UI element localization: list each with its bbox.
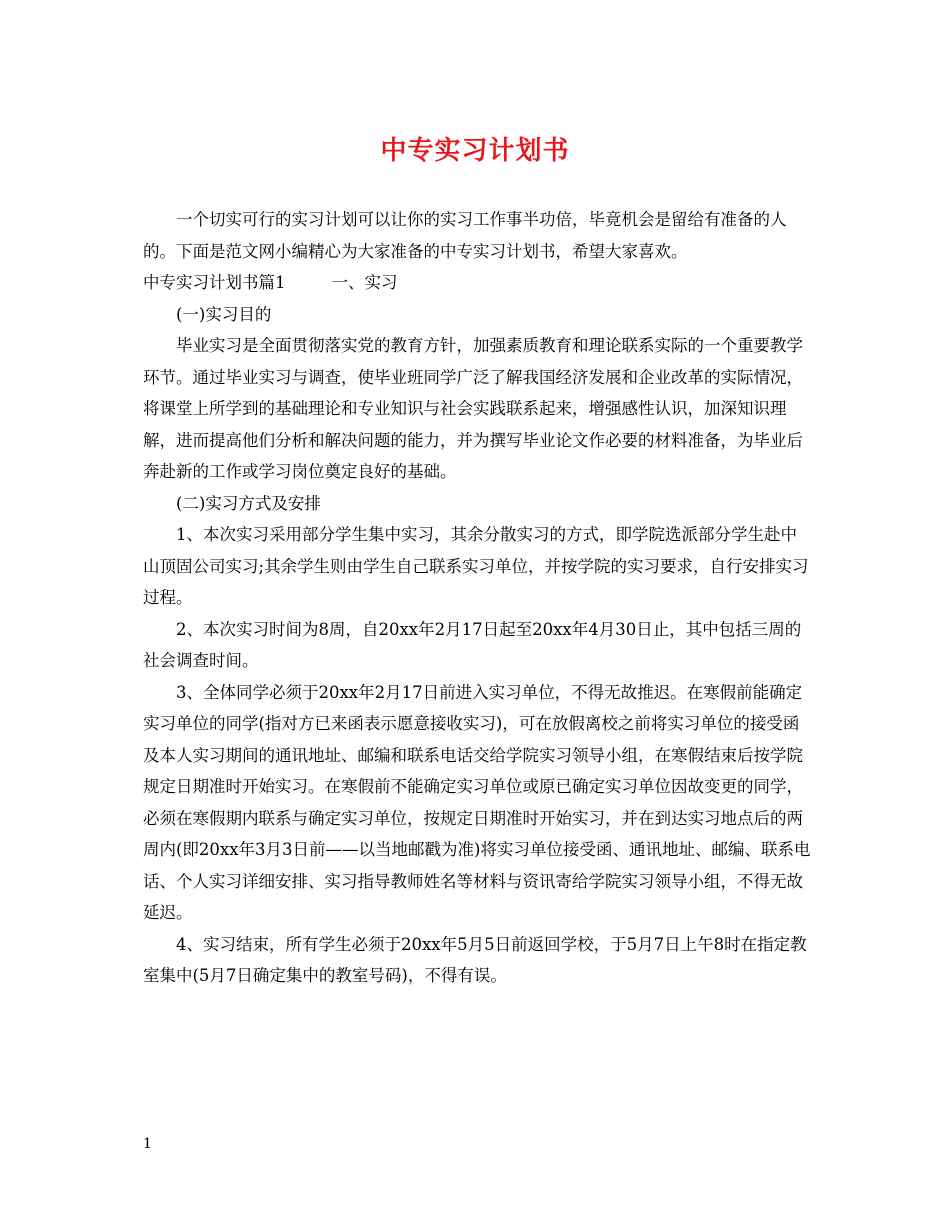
- section-heading-practice: 一、实习: [331, 273, 398, 292]
- purpose-paragraph: 毕业实习是全面贯彻落实党的教育方针，加强素质教育和理论联系实际的一个重要教学环节。通过毕业实习与调查，使毕业班同学广泛了解我国经济发展和企业改革的实际情况，将课堂上所学到的基础理论和专业知识与社会实践联系起来，增强感性认识，加深知识理解，进而提高他们分析和解决问题的能力，并为撰写毕业论文作必要的材料准备，为毕业后奔赴新的工作或学习岗位奠定良好的基础。: [143, 336, 803, 481]
- subsection-heading-arrangement: (二)实习方式及安排: [176, 493, 321, 513]
- page-number: 1: [143, 1136, 152, 1152]
- arrangement-item-2: 2、本次实习时间为8周，自20xx年2月17日起至20xx年4月30日止，其中包括三周的社会调查时间。: [143, 619, 802, 670]
- subsection-heading-purpose: (一)实习目的: [176, 304, 272, 324]
- document-body: [143, 204, 811, 992]
- arrangement-item-3: 3、全体同学必须于20xx年2月17日前进入实习单位，不得无故推迟。在寒假前能确定实习单位的同学(指对方已来函表示愿意接收实习)，可在放假离校之前将实习单位的接受函及本人实习期间的通讯地址、邮编和联系电话交给学院实习领导小组，在寒假结束后按学院规定日期准时开始实习。在寒假前不能确定实习单位或原已确定实习单位因故变更的同学，必须在寒假期内联系与确定实习单位，按规定日期准时开始实习，并在到达实习地点后的两周内(即20xx年3月3日前——以当地邮戳为准)将实习单位接受函、通讯地址、邮编、联系电话、个人实习详细安排、实习指导教师姓名等材料与资讯寄给学院实习领导小组，不得无故延迟。: [143, 682, 811, 922]
- arrangement-item-4: 4、实习结束，所有学生必须于20xx年5月5日前返回学校，于5月7日上午8时在指定教室集中(5月7日确定集中的教室号码)，不得有误。: [143, 934, 807, 985]
- heading-line: [143, 267, 811, 299]
- article-heading: 中专实习计划书篇1: [143, 273, 286, 292]
- document-title: 中专实习计划书: [380, 136, 570, 166]
- intro-paragraph: 一个切实可行的实习计划可以让你的实习工作事半功倍，毕竟机会是留给有准备的人的。下面是范文网小编精心为大家准备的中专实习计划书，希望大家喜欢。: [143, 210, 787, 261]
- arrangement-item-1: 1、本次实习采用部分学生集中实习，其余分散实习的方式，即学院选派部分学生赴中山顶固公司实习;其余学生则由学生自己联系实习单位，并按学院的实习要求，自行安排实习过程。: [143, 525, 809, 607]
